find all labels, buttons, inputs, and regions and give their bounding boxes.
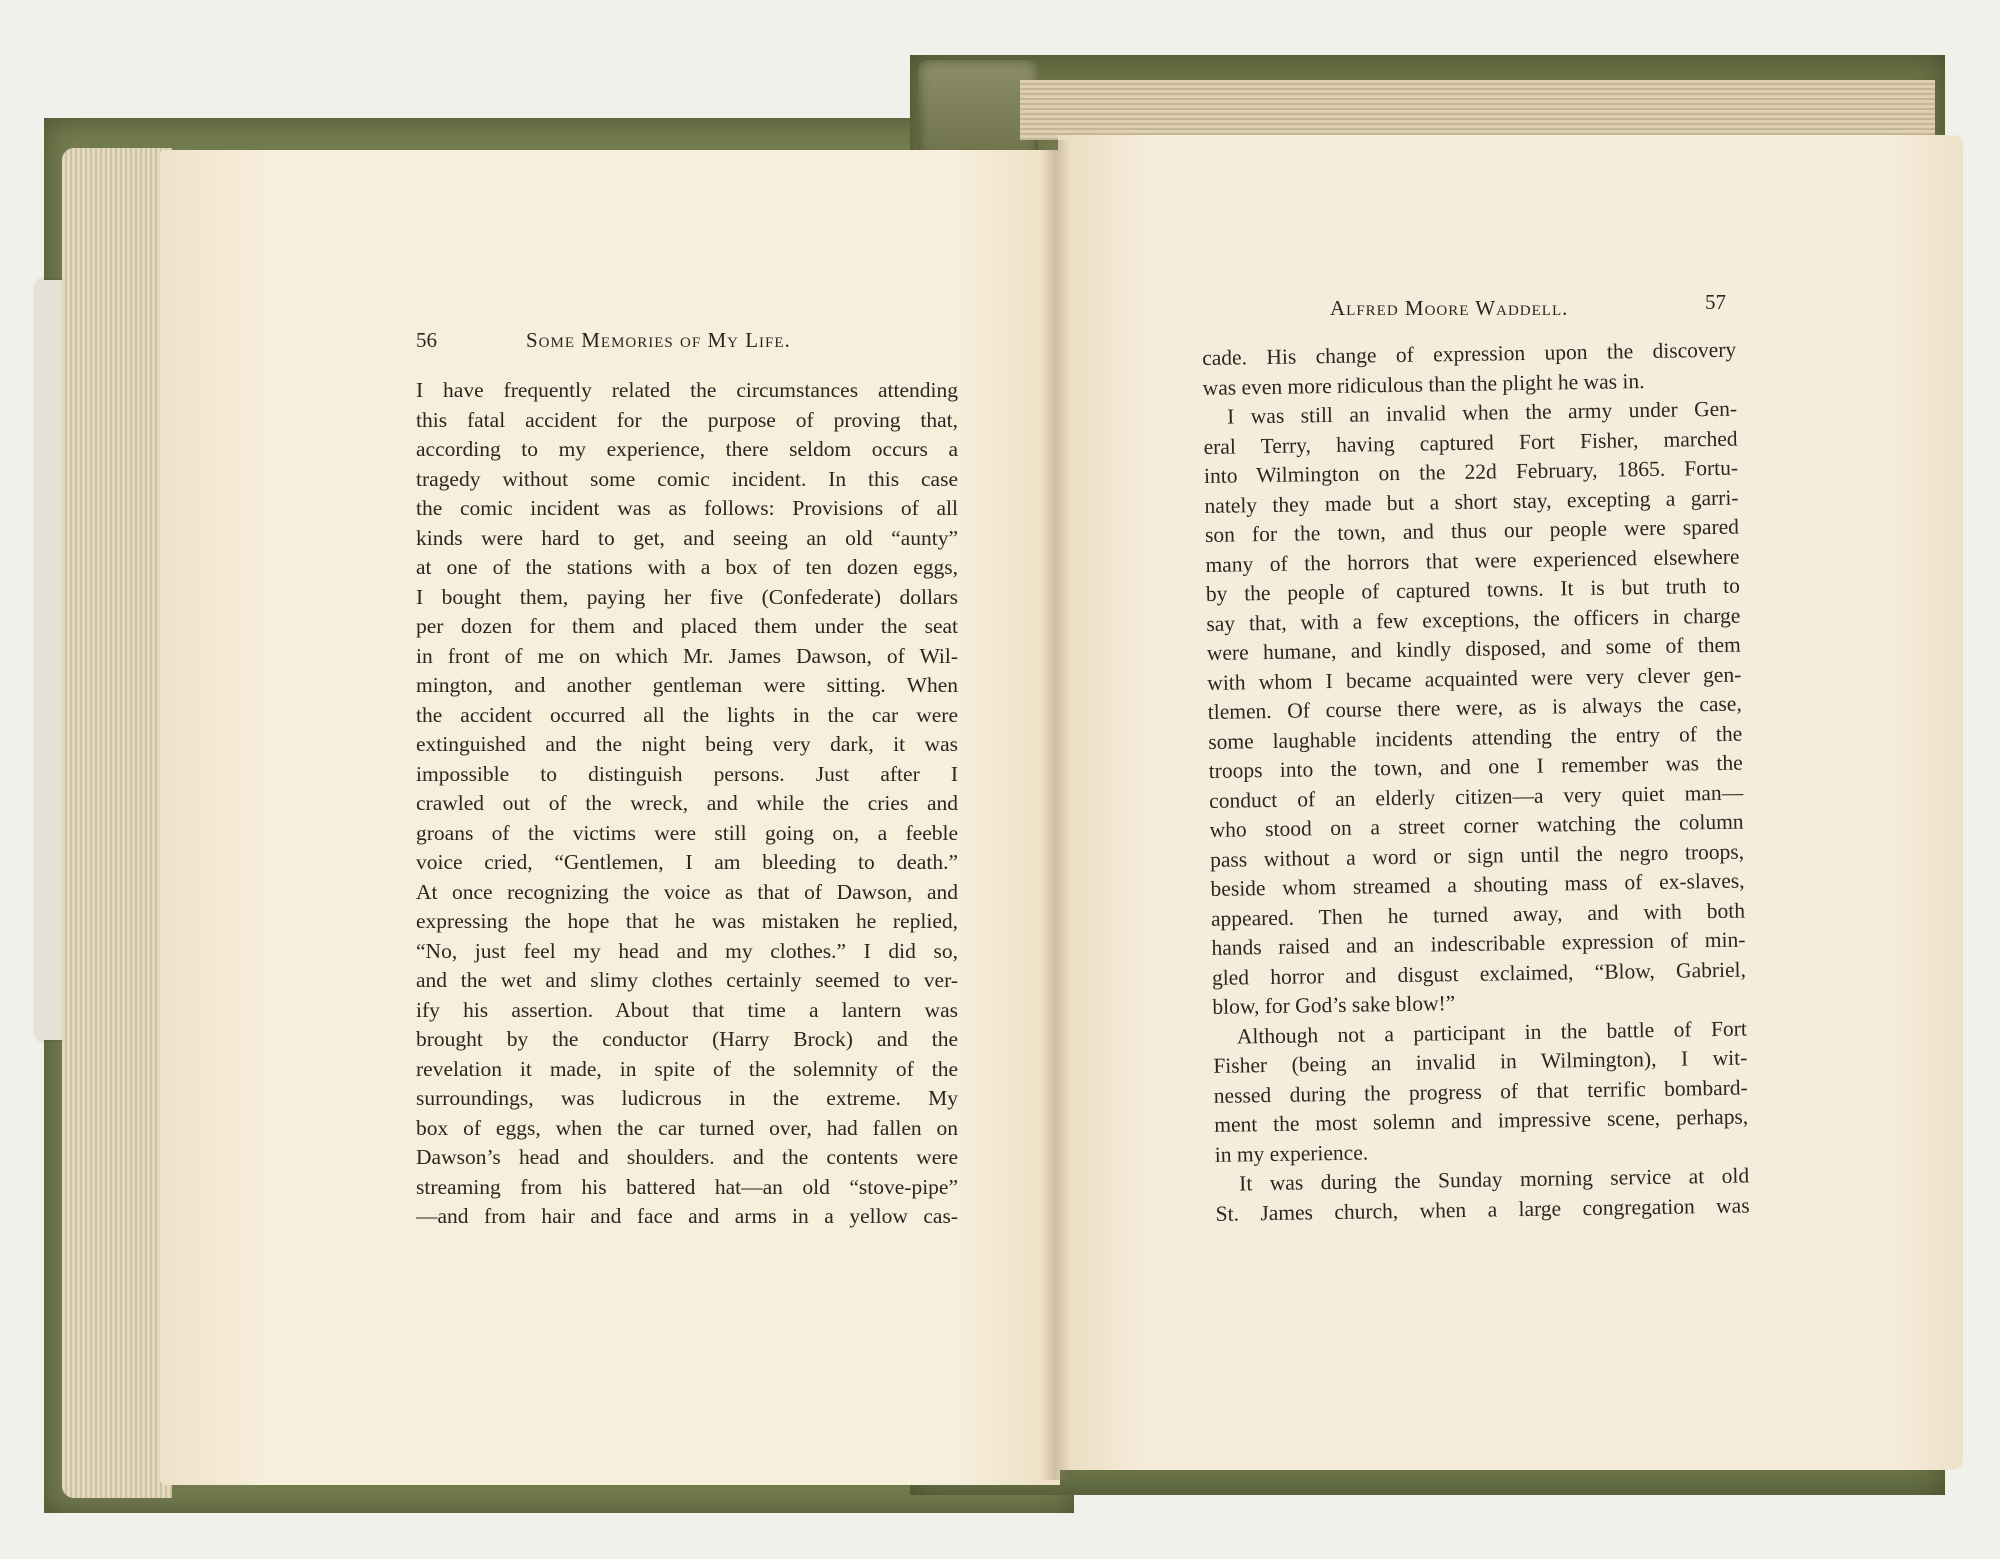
text-line: groans of the victims were still going on, a feeble <box>416 820 958 845</box>
text-line: extinguished and the night being very dark, it was <box>416 732 958 756</box>
text-line: It was during the Sunday morning service at old <box>1239 1163 1750 1196</box>
text-line: according to my experience, there seldom occurs a <box>416 437 958 461</box>
text-line: troops into the town, and one I remember was the <box>1208 750 1743 783</box>
text-line: At once recognizing the voice as that of Dawson, and <box>416 879 958 904</box>
text-line: into Wilmington on the 22d February, 1865. Fortu- <box>1203 455 1739 488</box>
text-line: surroundings, was ludicrous in the extreme. My <box>416 1086 958 1110</box>
text-line: the accident occurred all the lights in the car were <box>416 702 958 727</box>
text-line: streaming from his battered hat—an old “stove-pipe” <box>416 1174 958 1199</box>
text-line: were humane, and kindly disposed, and some of them <box>1206 632 1741 665</box>
text-line: I bought them, paying her five (Confederate) dollars <box>416 584 958 609</box>
text-line: beside whom streamed a shouting mass of ex-slaves, <box>1210 868 1745 901</box>
text-line: was even more ridiculous than the plight he was in. <box>1202 368 1645 400</box>
text-line: box of eggs, when the car turned over, had fallen on <box>416 1115 958 1140</box>
text-line: son for the town, and thus our people were spared <box>1204 514 1740 547</box>
left-running-head: Some Memories of My Life. <box>526 328 791 352</box>
text-line: per dozen for them and placed them under the seat <box>416 614 958 638</box>
text-line: —and from hair and face and arms in a yellow cas- <box>416 1204 958 1228</box>
text-line: nessed during the progress of that terrific bombard- <box>1213 1075 1748 1108</box>
text-line: ment the most solemn and impressive scene, perhaps, <box>1214 1104 1749 1137</box>
text-line: this fatal accident for the purpose of proving that, <box>416 407 958 432</box>
text-line: gled horror and disgust exclaimed, “Blow, Gabriel, <box>1211 957 1747 990</box>
text-line: in front of me on which Mr. James Dawson, of Wil- <box>416 643 958 668</box>
page-edges-top <box>1020 80 1935 140</box>
text-line: who stood on a street corner watching the column <box>1209 809 1744 842</box>
text-line: hands raised and an indescribable expression of min- <box>1211 927 1746 960</box>
text-line: I was still an invalid when the army under Gen- <box>1226 396 1738 429</box>
text-line: St. James church, when a large congregation was <box>1215 1193 1750 1226</box>
text-line: impossible to distinguish persons. Just after I <box>416 761 958 786</box>
text-line: cade. His change of expression upon the discovery <box>1202 337 1737 370</box>
text-line: tlemen. Of course there were, as is always the case, <box>1207 691 1742 724</box>
text-line: by the people of captured towns. It is but truth to <box>1205 573 1741 606</box>
text-line: eral Terry, having captured Fort Fisher, marched <box>1203 426 1738 459</box>
text-line: crawled out of the wreck, and while the cries and <box>416 791 958 815</box>
left-page-number: 56 <box>416 328 437 352</box>
text-line: pass without a word or sign until the negro troops, <box>1209 839 1745 872</box>
text-line: Dawson’s head and shoulders. and the contents were <box>416 1145 958 1169</box>
text-line: tragedy without some comic incident. In this case <box>416 466 958 491</box>
text-line: in my experience. <box>1214 1139 1369 1167</box>
text-line: and the wet and slimy clothes certainly seemed to ver- <box>416 968 958 992</box>
text-line: revelation it made, in spite of the solemnity of the <box>416 1056 958 1081</box>
book-gutter <box>1040 140 1070 1480</box>
text-line: voice cried, “Gentlemen, I am bleeding to death.” <box>416 850 958 874</box>
text-line: mington, and another gentleman were sitting. When <box>416 673 958 697</box>
text-line: with whom I became acquainted were very clever gen- <box>1207 662 1742 695</box>
right-running-head: Alfred Moore Waddell. <box>1330 296 1569 320</box>
text-line: the comic incident was as follows: Provisions of all <box>416 496 958 520</box>
text-line: nately they made but a short stay, excepting a garri- <box>1204 485 1739 518</box>
text-line: some laughable incidents attending the entry of the <box>1208 721 1743 754</box>
left-page-body-text <box>416 376 958 1232</box>
right-page-number: 57 <box>1705 290 1726 314</box>
text-line: blow, for God’s sake blow!” <box>1212 991 1456 1019</box>
text-line: appeared. Then he turned away, and with both <box>1210 898 1746 931</box>
text-line: conduct of an elderly citizen—a very quiet man— <box>1208 780 1744 813</box>
text-line: ify his assertion. About that time a lantern was <box>416 997 958 1022</box>
text-line: Although not a participant in the battle of Fort <box>1236 1016 1747 1049</box>
text-line: I have frequently related the circumstances attending <box>416 378 958 402</box>
text-line: Fisher (being an invalid in Wilmington), I wit- <box>1213 1045 1748 1078</box>
text-line: kinds were hard to get, and seeing an old “aunty” <box>416 525 958 550</box>
text-line: say that, with a few exceptions, the officers in charge <box>1206 603 1741 636</box>
text-line: “No, just feel my head and my clothes.” I did so, <box>416 938 958 963</box>
page-edges-left <box>62 148 172 1498</box>
text-line: many of the horrors that were experienced elsewhere <box>1205 544 1740 577</box>
text-line: expressing the hope that he was mistaken he replied, <box>416 909 958 933</box>
right-page-body-text <box>1202 336 1750 1229</box>
text-line: at one of the stations with a box of ten dozen eggs, <box>416 555 958 579</box>
text-line: brought by the conductor (Harry Brock) and the <box>416 1027 958 1051</box>
